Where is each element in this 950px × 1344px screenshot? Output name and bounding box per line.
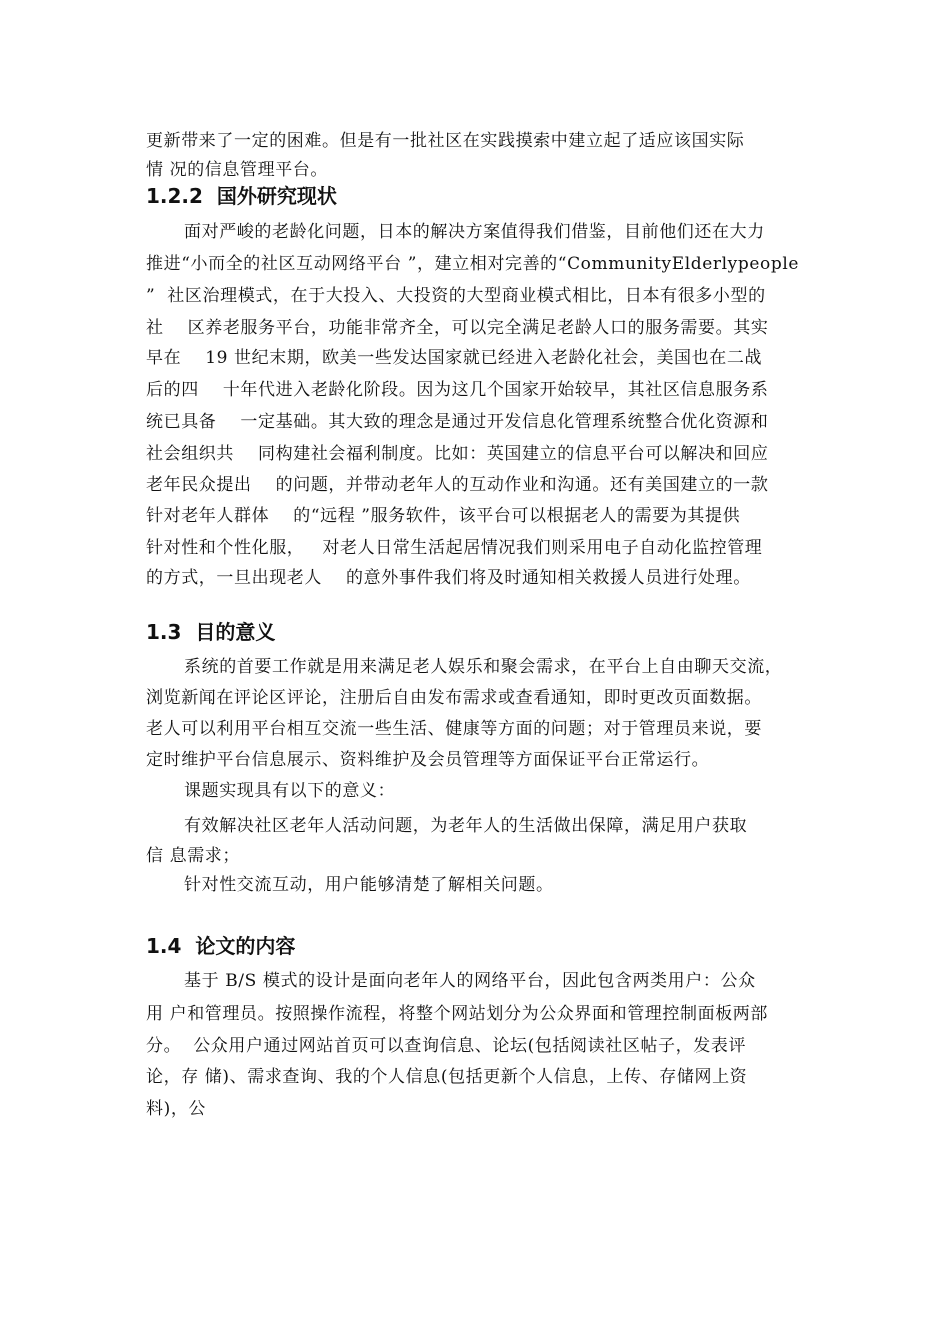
paragraph-line: 信 息需求； (146, 846, 241, 866)
paragraph-line: 基于 B/S 模式的设计是面向老年人的网络平台，因此包含两类用户：公众 (184, 971, 756, 991)
paragraph-line: 用 户和管理员。按照操作流程，将整个网站划分为公众界面和管理控制面板两部 (146, 1004, 769, 1024)
paragraph-line: 的方式，一旦出现老人 的意外事件我们将及时通知相关救援人员进行处理。 (146, 568, 751, 588)
paragraph-line: 定时维护平台信息展示、资料维护及会员管理等方面保证平台正常运行。 (146, 750, 710, 770)
paragraph-line: ” 社区治理模式，在于大投入、大投资的大型商业模式相比，日本有很多小型的 (146, 286, 766, 306)
paragraph-line: 后的四 十年代进入老龄化阶段。因为这几个国家开始较早，其社区信息服务系 (146, 380, 769, 400)
paragraph-line: 论，存 储)、需求查询、我的个人信息(包括更新个人信息，上传、存储网上资 (146, 1067, 748, 1087)
paragraph-line: 更新带来了一定的困难。但是有一批社区在实践摸索中建立起了适应该国实际 (146, 131, 745, 151)
paragraph-line: 社会组织共 同构建社会福利制度。比如：英国建立的信息平台可以解决和回应 (146, 444, 769, 464)
paragraph-line: 情 况的信息管理平台。 (146, 160, 329, 180)
paragraph-line: 料)，公 (146, 1099, 207, 1119)
paragraph-line: 针对性交流互动，用户能够清楚了解相关问题。 (184, 875, 554, 895)
paragraph-line: 针对性和个性化服， 对老人日常生活起居情况我们则采用电子自动化监控管理 (146, 538, 763, 558)
section-heading-1-4: 1.4 论文的内容 (146, 934, 296, 958)
paragraph-line: 课题实现具有以下的意义： (184, 781, 396, 801)
paragraph-line: 老年民众提出 的问题，并带动老年人的互动作业和沟通。还有美国建立的一款 (146, 475, 769, 495)
paragraph-line: 浏览新闻在评论区评论，注册后自由发布需求或查看通知，即时更改页面数据。 (146, 688, 762, 708)
paragraph-line: 统已具备 一定基础。其大致的理念是通过开发信息化管理系统整合优化资源和 (146, 412, 769, 432)
paragraph-line: 有效解决社区老年人活动问题，为老年人的生活做出保障，满足用户获取 (184, 816, 748, 836)
paragraph-line: 早在 19 世纪末期，欧美一些发达国家就已经进入老龄化社会，美国也在二战 (146, 348, 763, 368)
paragraph-line: 推进“小而全的社区互动网络平台 ”，建立相对完善的“CommunityElderlypeople (146, 254, 800, 274)
paragraph-line: 老人可以利用平台相互交流一些生活、健康等方面的问题；对于管理员来说，要 (146, 719, 762, 739)
section-heading-1-2-2: 1.2.2 国外研究现状 (146, 184, 337, 208)
paragraph-line: 系统的首要工作就是用来满足老人娱乐和聚会需求，在平台上自由聊天交流， (184, 657, 783, 677)
paragraph-line: 面对严峻的老龄化问题，日本的解决方案值得我们借鉴，目前他们还在大力 (184, 222, 765, 242)
paragraph-line: 社 区养老服务平台，功能非常齐全，可以完全满足老龄人口的服务需要。其实 (146, 318, 769, 338)
section-heading-1-3: 1.3 目的意义 (146, 620, 276, 644)
paragraph-line: 针对老年人群体 的“远程 ”服务软件，该平台可以根据老人的需要为其提供 (146, 506, 741, 526)
paragraph-line: 分。 公众用户通过网站首页可以查询信息、论坛(包括阅读社区帖子，发表评 (146, 1036, 747, 1056)
